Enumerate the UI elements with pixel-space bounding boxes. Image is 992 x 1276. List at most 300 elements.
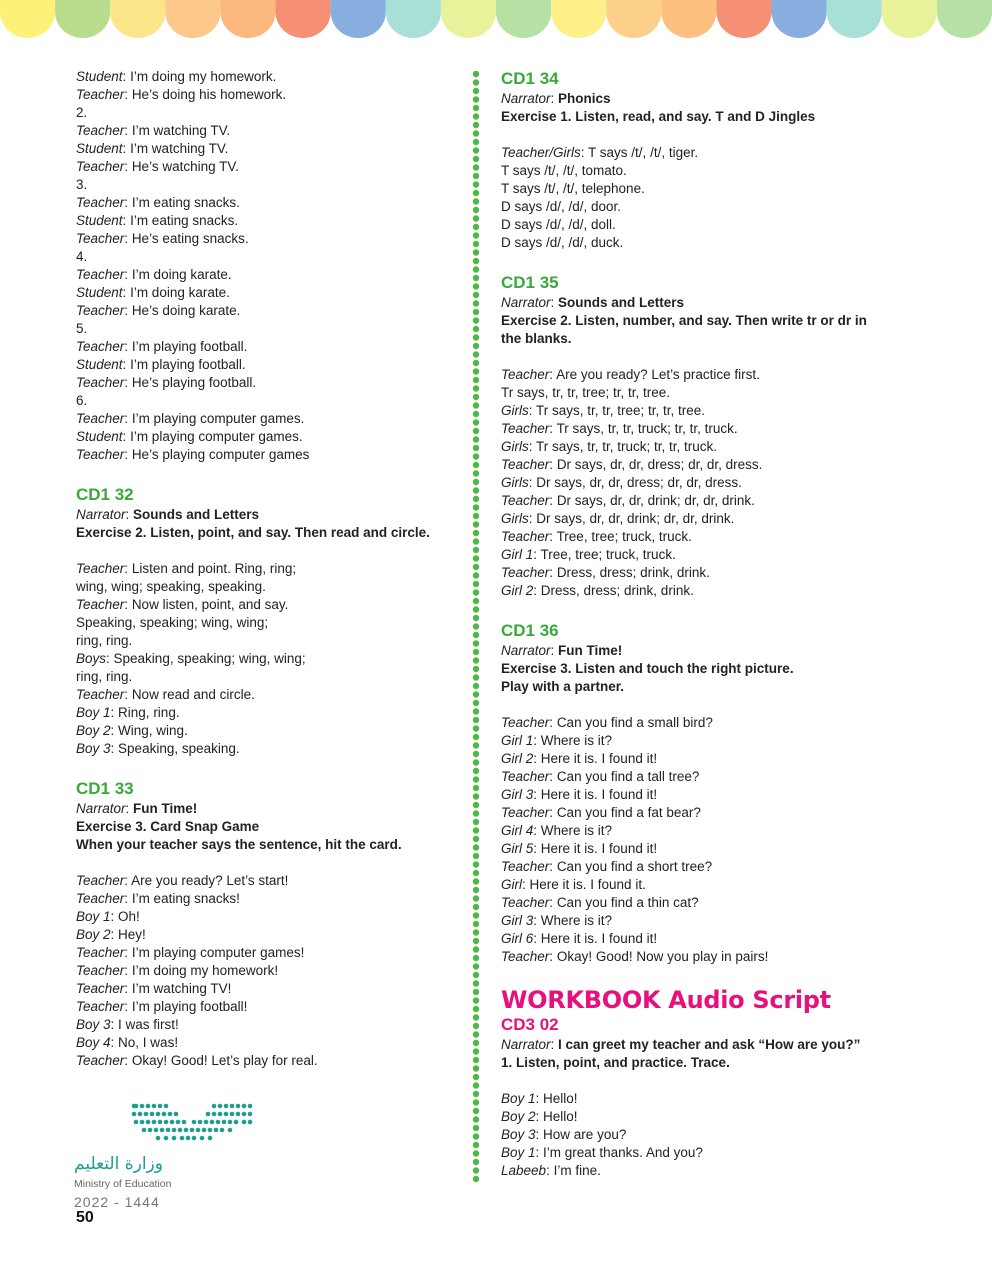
narrator-label: Narrator [501, 295, 551, 310]
logo-dot [220, 1128, 225, 1133]
speaker-name: Student [76, 213, 123, 228]
spacer [76, 542, 456, 560]
speaker-name: Teacher [76, 195, 125, 210]
divider-dot [473, 632, 479, 638]
line-text: Okay! Good! Now you play in pairs! [556, 949, 769, 964]
logo-dot [168, 1112, 173, 1117]
scallop-shape [551, 0, 606, 38]
line-text: I’m watching TV! [131, 981, 232, 996]
logo-dot [162, 1112, 167, 1117]
logo-dot [208, 1128, 213, 1133]
logo-dot [196, 1128, 201, 1133]
script-line: Girls: Dr says, dr, dr, dress; dr, dr, dress. [501, 475, 742, 490]
scallop-shape [110, 0, 165, 38]
divider-dot [473, 640, 479, 646]
logo-dot [242, 1112, 247, 1117]
line-text: Can you find a thin cat? [556, 895, 699, 910]
logo-dot [180, 1136, 185, 1141]
script-line: Teacher: I’m eating snacks. [76, 195, 240, 210]
narrator-text: I can greet my teacher and ask “How are you?” [558, 1037, 861, 1052]
divider-dot [473, 275, 479, 281]
line-text: He’s doing his homework. [131, 87, 287, 102]
logo-dot [156, 1136, 161, 1141]
logo-dot [230, 1112, 235, 1117]
speaker-name: Girls [501, 475, 529, 490]
narrator-text: Fun Time! [133, 801, 198, 816]
script-line: Teacher: Can you find a tall tree? [501, 769, 700, 784]
speaker-name: Teacher [501, 805, 550, 820]
divider-dot [473, 972, 479, 978]
script-line: Teacher: Dr says, dr, dr, dress; dr, dr, dress. [501, 457, 763, 472]
speaker-name: Teacher [76, 375, 125, 390]
narrator-line: Narrator: Fun Time! [501, 643, 623, 658]
logo-dot [140, 1104, 145, 1109]
logo-dot [218, 1112, 223, 1117]
logo-dot [134, 1120, 139, 1125]
line-text: I was first! [118, 1017, 179, 1032]
section-heading: CD1 34 [501, 69, 559, 88]
divider-dot [473, 1082, 479, 1088]
exercise-instruction: the blanks. [501, 331, 572, 346]
line-text: D says /d/, /d/, door. [501, 199, 622, 214]
script-line: Teacher: I’m playing football. [76, 339, 248, 354]
script-line: Boy 3: How are you? [501, 1127, 627, 1142]
logo-dot [192, 1120, 197, 1125]
exercise-instruction: Exercise 2. Listen, number, and say. Then write tr or dr in [501, 313, 867, 328]
line-number: 5. [76, 321, 88, 336]
logo-dot [142, 1128, 147, 1133]
line-text: Dr says, dr, dr, drink; dr, dr, drink. [556, 493, 755, 508]
speaker-name: Teacher [76, 597, 125, 612]
narrator-label: Narrator [501, 91, 551, 106]
script-line: Teacher: Now listen, point, and say. [76, 597, 289, 612]
divider-dot [473, 300, 479, 306]
script-line: Girl 2: Here it is. I found it! [501, 751, 658, 766]
scallop-shape [276, 0, 331, 38]
script-line [76, 320, 456, 338]
divider-dot [473, 164, 479, 170]
section-cd1-36 [501, 620, 921, 966]
speaker-name: Girl [501, 877, 522, 892]
narrator-text: Phonics [558, 91, 611, 106]
divider-dot [473, 309, 479, 315]
logo-dot [228, 1120, 233, 1125]
speaker-name: Teacher [76, 87, 125, 102]
divider-dot [473, 657, 479, 663]
divider-dot [473, 317, 479, 323]
logo-dot [148, 1128, 153, 1133]
speaker-name: Teacher [76, 561, 125, 576]
divider-dot [473, 929, 479, 935]
narrator-line: Narrator: Phonics [501, 91, 611, 106]
logo-dot [224, 1112, 229, 1117]
divider-dot [473, 147, 479, 153]
line-text: I’m great thanks. And you? [543, 1145, 703, 1160]
line-text: Wing, wing. [118, 723, 188, 738]
divider-dot [473, 615, 479, 621]
speaker-name: Teacher [76, 687, 125, 702]
logo-dot [172, 1128, 177, 1133]
line-text: Speaking, speaking. [118, 741, 240, 756]
script-line: Student: I’m doing my homework. [76, 69, 277, 84]
script-line: Teacher: Are you ready? Let’s start! [76, 873, 289, 888]
section-cd1-34 [501, 68, 921, 252]
section-heading: CD3 02 [501, 1015, 559, 1034]
speaker-name: Teacher [76, 1053, 125, 1068]
line-text: Where is it? [540, 913, 613, 928]
script-line: Boy 2: Hello! [501, 1109, 578, 1124]
divider-dot [473, 232, 479, 238]
speaker-name: Teacher [76, 981, 125, 996]
script-line [76, 668, 456, 686]
script-line: Teacher: Okay! Good! Now you play in pairs! [501, 949, 769, 964]
logo-dot [206, 1112, 211, 1117]
narrator-line: Narrator: Fun Time! [76, 801, 198, 816]
scallop-shape [165, 0, 220, 38]
script-line [76, 614, 456, 632]
script-line: Girl 3: Here it is. I found it! [501, 787, 658, 802]
script-line: Student: I’m playing football. [76, 357, 246, 372]
logo-dot [176, 1120, 181, 1125]
line-text: I’m playing computer games. [131, 411, 305, 426]
speaker-name: Teacher [76, 945, 125, 960]
speaker-name: Teacher [501, 769, 550, 784]
script-line: Teacher: He’s eating snacks. [76, 231, 249, 246]
edition-year: 2022 - 1444 [74, 1194, 160, 1210]
section-cd1-32 [76, 484, 456, 758]
line-text: I’m eating snacks. [131, 195, 240, 210]
logo-dot [156, 1112, 161, 1117]
script-line: Teacher: I’m watching TV. [76, 123, 231, 138]
divider-dot [473, 411, 479, 417]
divider-dot [473, 1065, 479, 1071]
divider-dot [473, 351, 479, 357]
speaker-name: Teacher/Girls [501, 145, 581, 160]
speaker-name: Girl 3 [501, 913, 534, 928]
divider-dot [473, 334, 479, 340]
script-line: Teacher: Can you find a short tree? [501, 859, 713, 874]
divider-dot [473, 802, 479, 808]
divider-dot [473, 1031, 479, 1037]
line-text: Dr says, dr, dr, drink; dr, dr, drink. [536, 511, 735, 526]
divider-dot [473, 581, 479, 587]
logo-dot [138, 1112, 143, 1117]
script-line: Teacher: Are you ready? Let’s practice first. [501, 367, 760, 382]
divider-dot [473, 283, 479, 289]
logo-dot [158, 1104, 163, 1109]
scallop-shape [661, 0, 716, 38]
divider-dot [473, 1074, 479, 1080]
speaker-name: Student [76, 141, 123, 156]
speaker-name: Teacher [76, 159, 125, 174]
script-line: Labeeb: I’m fine. [501, 1163, 601, 1178]
logo-dot [152, 1120, 157, 1125]
line-text: Here it is. I found it. [529, 877, 646, 892]
script-line: Teacher: I’m playing football! [76, 999, 248, 1014]
logo-dot [146, 1104, 151, 1109]
exercise-instruction: Exercise 2. Listen, point, and say. Then read and circle. [76, 525, 430, 540]
line-text: Now read and circle. [131, 687, 255, 702]
line-number: 6. [76, 393, 88, 408]
divider-dot [473, 547, 479, 553]
line-text: He’s eating snacks. [131, 231, 249, 246]
speaker-name: Teacher [76, 963, 125, 978]
script-line: Student: I’m doing karate. [76, 285, 230, 300]
logo-dot [208, 1136, 213, 1141]
speaker-name: Teacher [501, 529, 550, 544]
line-text: I’m playing computer games. [130, 429, 303, 444]
logo-dot [230, 1104, 235, 1109]
line-text: I’m watching TV. [130, 141, 229, 156]
speaker-name: Boy 3 [501, 1127, 536, 1142]
line-text: D says /d/, /d/, duck. [501, 235, 624, 250]
script-line [76, 104, 456, 122]
speaker-name: Teacher [501, 367, 550, 382]
logo-dot [174, 1112, 179, 1117]
line-text: Can you find a tall tree? [556, 769, 700, 784]
narrator-text: Sounds and Letters [133, 507, 260, 522]
script-line: Teacher: Tree, tree; truck, truck. [501, 529, 692, 544]
narrator-label: Narrator [76, 507, 126, 522]
logo-dot [134, 1104, 139, 1109]
logo-dot [190, 1128, 195, 1133]
line-number: 4. [76, 249, 88, 264]
divider-dot [473, 428, 479, 434]
divider-dot [473, 717, 479, 723]
left-column [76, 68, 456, 1070]
logo-dot [132, 1112, 137, 1117]
line-text: Are you ready? Let’s start! [131, 873, 289, 888]
logo-dot [248, 1112, 253, 1117]
logo-dot [236, 1104, 241, 1109]
logo-dot [164, 1104, 169, 1109]
script-line: Boy 1: I’m great thanks. And you? [501, 1145, 703, 1160]
speaker-name: Girl 1 [501, 733, 534, 748]
divider-dot [473, 844, 479, 850]
script-line: Boy 3: Speaking, speaking. [76, 741, 240, 756]
script-line: Boy 4: No, I was! [76, 1035, 179, 1050]
speaker-name: Teacher [76, 873, 125, 888]
script-line: Girl: Here it is. I found it. [501, 877, 646, 892]
speaker-name: Boy 1 [76, 909, 111, 924]
script-line: Girl 3: Where is it? [501, 913, 613, 928]
narrator-line: Narrator: I can greet my teacher and ask “How are you?” [501, 1037, 861, 1052]
speaker-name: Teacher [76, 123, 125, 138]
line-text: I’m playing computer games! [131, 945, 305, 960]
line-text: Dress, dress; drink, drink. [556, 565, 710, 580]
speaker-name: Girl 2 [501, 751, 534, 766]
scallop-shape [772, 0, 827, 38]
line-number: 3. [76, 177, 88, 192]
divider-dot [473, 1040, 479, 1046]
line-text: I’m doing my homework. [130, 69, 277, 84]
line-text: Here it is. I found it! [540, 751, 658, 766]
logo-dot [210, 1120, 215, 1125]
speaker-name: Girl 6 [501, 931, 534, 946]
divider-dot [473, 1023, 479, 1029]
narrator-label: Narrator [501, 643, 551, 658]
speaker-name: Girls [501, 403, 529, 418]
script-line: Teacher: Dress, dress; drink, drink. [501, 565, 710, 580]
divider-dot [473, 836, 479, 842]
divider-dot [473, 496, 479, 502]
line-text: Speaking, speaking; wing, wing; [113, 651, 306, 666]
section-heading: CD1 32 [76, 485, 134, 504]
speaker-name: Teacher [501, 493, 550, 508]
line-text: How are you? [543, 1127, 627, 1142]
divider-dot [473, 207, 479, 213]
divider-dot [473, 224, 479, 230]
narrator-text: Sounds and Letters [558, 295, 685, 310]
divider-dot [473, 470, 479, 476]
decorative-scallop-border [0, 0, 992, 40]
dotted-column-divider [470, 70, 482, 1185]
line-text: Ring, ring. [118, 705, 180, 720]
script-continuation [76, 68, 456, 464]
script-line: Girls: Tr says, tr, tr, truck; tr, tr, truck. [501, 439, 718, 454]
section-workbook-audio-script [501, 986, 921, 1180]
line-text: Where is it? [540, 733, 613, 748]
logo-dot [218, 1104, 223, 1109]
speaker-name: Labeeb [501, 1163, 547, 1178]
speaker-name: Teacher [76, 231, 125, 246]
script-line: Teacher: He’s doing karate. [76, 303, 241, 318]
speaker-name: Student [76, 357, 123, 372]
speaker-name: Girl 2 [501, 583, 534, 598]
narrator-label: Narrator [501, 1037, 551, 1052]
script-line: Girl 1: Where is it? [501, 733, 613, 748]
divider-dot [473, 683, 479, 689]
divider-dot [473, 598, 479, 604]
scallop-shape [55, 0, 110, 38]
line-text: Tr says, tr, tr, tree; tr, tr, tree. [501, 385, 671, 400]
line-text: Here it is. I found it! [540, 931, 658, 946]
divider-dot [473, 955, 479, 961]
scallop-shape [331, 0, 386, 38]
divider-dot [473, 249, 479, 255]
speaker-name: Teacher [76, 339, 125, 354]
divider-dot [473, 462, 479, 468]
divider-dot [473, 734, 479, 740]
scallop-shape [386, 0, 441, 38]
line-text: Can you find a fat bear? [556, 805, 701, 820]
script-line [501, 180, 921, 198]
script-line [501, 216, 921, 234]
speaker-name: Teacher [76, 303, 125, 318]
script-line: Teacher: Now read and circle. [76, 687, 255, 702]
divider-dot [473, 292, 479, 298]
divider-dot [473, 980, 479, 986]
speaker-name: Boy 1 [76, 705, 111, 720]
speaker-name: Boy 3 [76, 741, 111, 756]
line-text: Hey! [118, 927, 146, 942]
divider-dot [473, 79, 479, 85]
logo-dot [154, 1128, 159, 1133]
script-line: Teacher: I’m doing my homework! [76, 963, 279, 978]
line-text: I’m eating snacks! [131, 891, 240, 906]
divider-dot [473, 759, 479, 765]
section-cd1-33 [76, 778, 456, 1070]
script-line: Boys: Speaking, speaking; wing, wing; [76, 651, 306, 666]
divider-dot [473, 105, 479, 111]
scallop-shape [496, 0, 551, 38]
divider-dot [473, 88, 479, 94]
speaker-name: Girl 4 [501, 823, 534, 838]
line-text: Tr says, tr, tr, truck; tr, tr, truck. [556, 421, 738, 436]
divider-dot [473, 1150, 479, 1156]
script-line: Teacher: He’s doing his homework. [76, 87, 287, 102]
script-line [76, 392, 456, 410]
divider-dot [473, 453, 479, 459]
line-text: I’m watching TV. [131, 123, 231, 138]
script-line: Boy 1: Ring, ring. [76, 705, 180, 720]
logo-dot [248, 1104, 253, 1109]
divider-dot [473, 130, 479, 136]
divider-dot [473, 921, 479, 927]
script-line: Teacher: He’s playing football. [76, 375, 257, 390]
divider-dot [473, 436, 479, 442]
divider-dot [473, 215, 479, 221]
divider-dot [473, 623, 479, 629]
exercise-instruction: When your teacher says the sentence, hit the card. [76, 837, 402, 852]
divider-dot [473, 1116, 479, 1122]
line-text: Tr says, tr, tr, tree; tr, tr, tree. [536, 403, 706, 418]
divider-dot [473, 402, 479, 408]
logo-dot [222, 1120, 227, 1125]
scallop-shape [882, 0, 937, 38]
divider-dot [473, 479, 479, 485]
divider-dot [473, 785, 479, 791]
scallop-shape [937, 0, 992, 38]
section-heading: CD1 35 [501, 273, 559, 292]
line-text: Now listen, point, and say. [131, 597, 289, 612]
divider-dot [473, 385, 479, 391]
script-line: Teacher: Can you find a thin cat? [501, 895, 699, 910]
speaker-name: Girl 3 [501, 787, 534, 802]
script-line [501, 162, 921, 180]
divider-dot [473, 904, 479, 910]
logo-dot [150, 1112, 155, 1117]
line-text: I’m doing my homework! [131, 963, 279, 978]
line-text: T says /t/, /t/, tiger. [588, 145, 699, 160]
divider-dot [473, 173, 479, 179]
logo-dot [204, 1120, 209, 1125]
speaker-name: Teacher [76, 447, 125, 462]
divider-dot [473, 258, 479, 264]
speaker-name: Boy 4 [76, 1035, 111, 1050]
speaker-name: Teacher [501, 895, 550, 910]
line-text: Tree, tree; truck, truck. [540, 547, 676, 562]
line-text: wing, wing; speaking, speaking. [76, 579, 266, 594]
logo-dot [198, 1120, 203, 1125]
speaker-name: Boy 2 [501, 1109, 536, 1124]
scallop-shape [441, 0, 496, 38]
logo-dot [200, 1136, 205, 1141]
line-text: Are you ready? Let’s practice first. [556, 367, 760, 382]
speaker-name: Teacher [501, 457, 550, 472]
logo-dot [192, 1136, 197, 1141]
line-text: He’s watching TV. [131, 159, 239, 174]
script-line [76, 632, 456, 650]
speaker-name: Girls [501, 511, 529, 526]
right-column [501, 68, 921, 1180]
speaker-name: Boy 2 [76, 927, 111, 942]
narrator-text: Fun Time! [558, 643, 623, 658]
divider-dot [473, 751, 479, 757]
script-line: Boy 2: Wing, wing. [76, 723, 188, 738]
line-text: I’m playing football! [131, 999, 248, 1014]
divider-dot [473, 377, 479, 383]
